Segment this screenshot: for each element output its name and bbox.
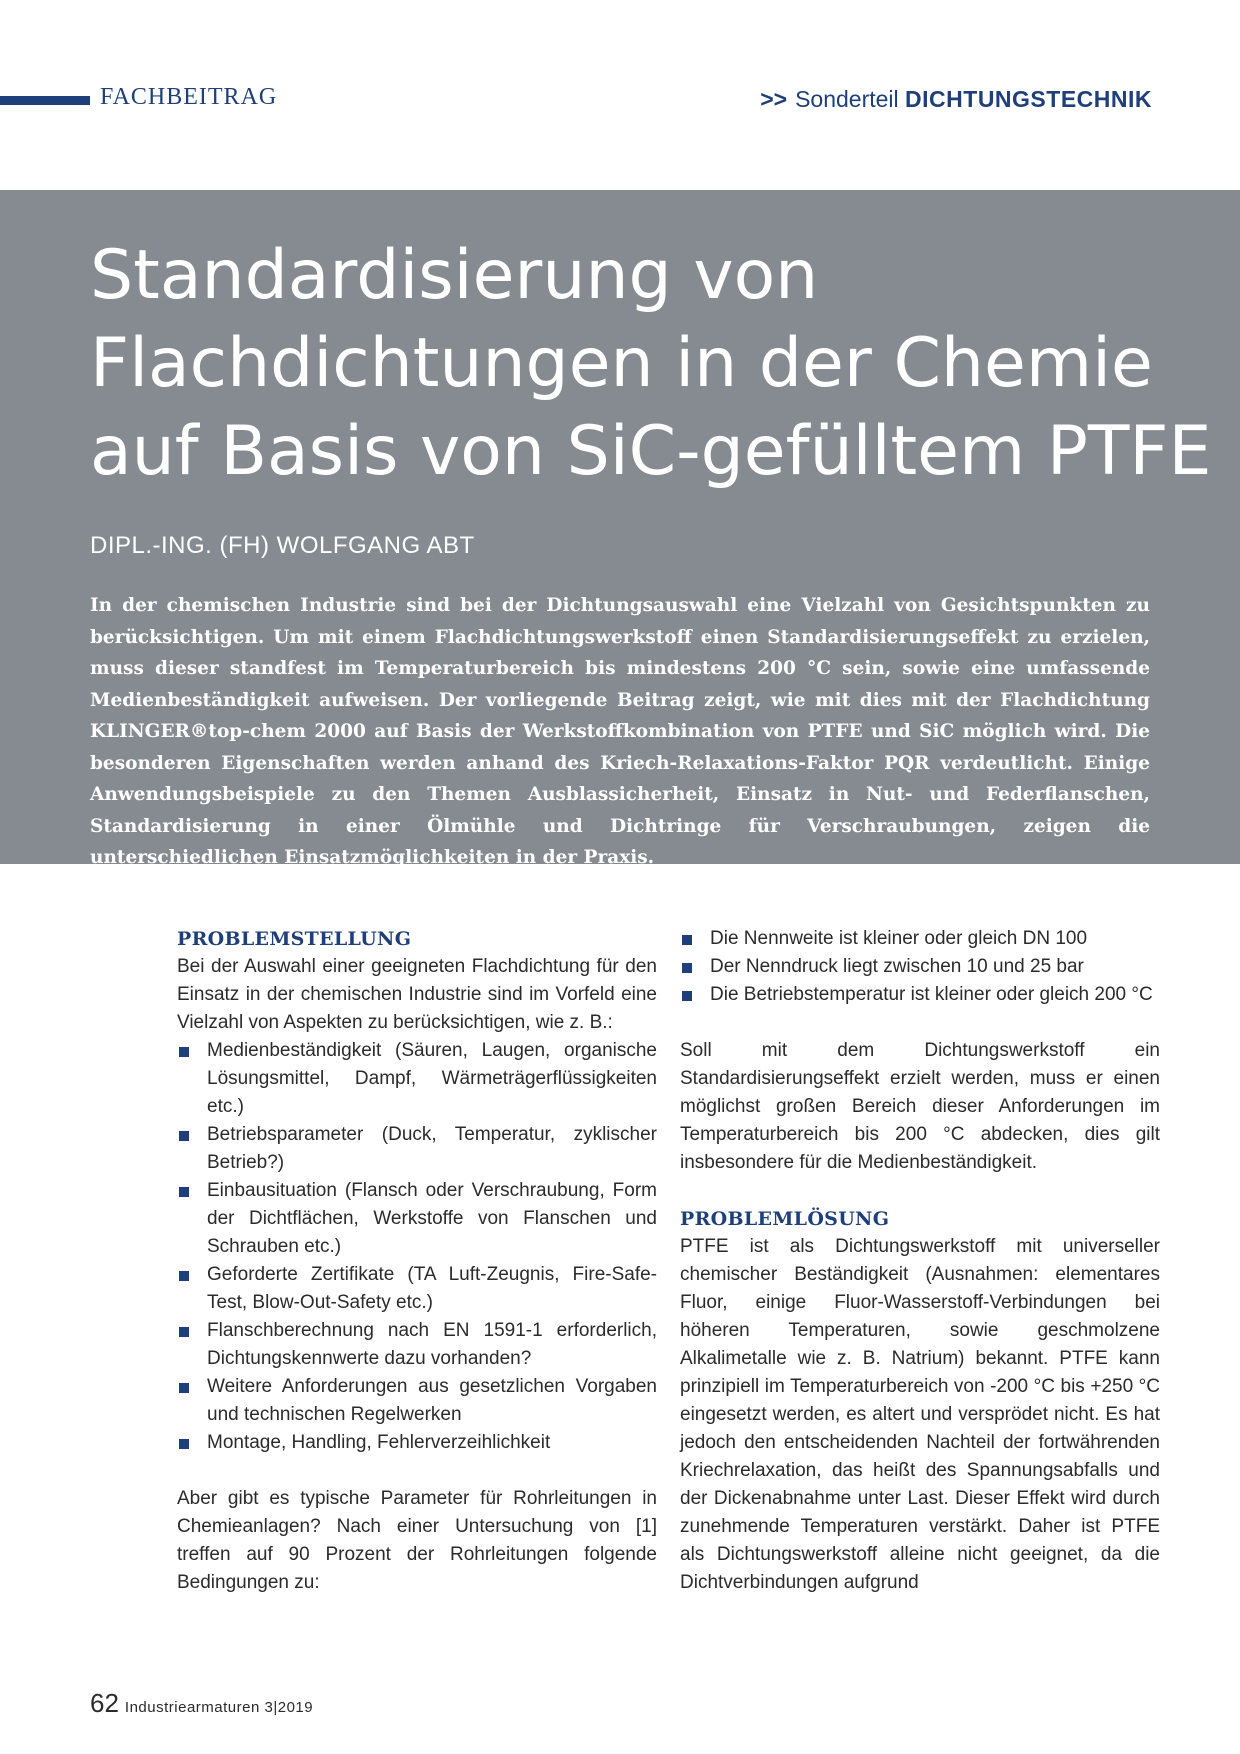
author: DIPL.-ING. (FH) WOLFGANG ABT <box>90 532 475 559</box>
sonderteil-text: Sonderteil <box>795 86 899 112</box>
section-label: FACHBEITRAG <box>100 84 278 110</box>
list-item: Einbausituation (Flansch oder Verschraubung, Form der Dichtflächen, Werkstoffe von Flanschen und Schrauben etc.) <box>177 1177 657 1261</box>
page-footer <box>90 1688 313 1719</box>
left-column <box>177 925 657 1597</box>
title-line: Standardisierung von <box>90 236 819 315</box>
right-column <box>680 925 1160 1597</box>
list-item: Betriebsparameter (Duck, Temperatur, zyklischer Betrieb?) <box>177 1121 657 1177</box>
bullet-list <box>680 925 1160 1009</box>
paragraph: PTFE ist als Dichtungswerkstoff mit universeller chemischer Beständigkeit (Ausnahmen: elementares Fluor, einige Fluor-Wasserstoff-Verbindungen bei höheren Temperaturen, sowie geschmolzene Alkalimetalle wie z. B. Natrium) bekannt. PTFE kann prinzipiell im Temperaturbereich von -200 °C bis +250 °C eingesetzt werden, es altert und versprödet nicht. Es hat jedoch den entscheidenden Nachteil der fortwährenden Kriechrelaxation, das heißt des Spannungsabfalls und der Dickenabnahme unter Last. Dieser Effekt wird durch zunehmende Temperaturen verstärkt. Daher ist PTFE als Dichtungswerkstoff alleine nicht geeignet, da die Dichtverbindungen aufgrund <box>680 1236 1160 1593</box>
paragraph: Bei der Auswahl einer geeigneten Flachdichtung für den Einsatz in der chemischen Industrie sind im Vorfeld eine Vielzahl von Aspekten zu berücksichtigen, wie z. B.: <box>177 956 657 1033</box>
paragraph: Aber gibt es typische Parameter für Rohrleitungen in Chemieanlagen? Nach einer Untersuchung von [1] treffen auf 90 Prozent der Rohrleitungen folgende Bedingungen zu: <box>177 1488 657 1593</box>
title-line: Flachdichtungen in der Chemie <box>90 324 1153 403</box>
section-heading-problemloesung: PROBLEMLÖSUNG <box>680 1208 890 1230</box>
topic-text: DICHTUNGSTECHNIK <box>905 86 1152 112</box>
bullet-list <box>177 1037 657 1457</box>
arrows-icon: >> <box>760 86 788 112</box>
header-accent-bar <box>0 96 90 105</box>
list-item: Montage, Handling, Fehlerverzeihlichkeit <box>177 1429 657 1457</box>
section-heading-problemstellung: PROBLEMSTELLUNG <box>177 928 412 950</box>
list-item: Medienbeständigkeit (Säuren, Laugen, organische Lösungsmittel, Dampf, Wärmeträgerflüssigkeiten etc.) <box>177 1037 657 1121</box>
page-number: 62 <box>90 1688 119 1718</box>
abstract: In der chemischen Industrie sind bei der Dichtungsauswahl eine Vielzahl von Gesichtspunkten zu berücksichtigen. Um mit einem Flachdichtungswerkstoff einen Standardisierungseffekt zu erzielen, muss dieser standfest im Temperaturbereich bis mindestens 200 °C sein, sowie eine umfassende Medienbeständigkeit aufweisen. Der vorliegende Beitrag zeigt, wie mit dies mit der Flachdichtung KLINGER®top-chem 2000 auf Basis der Werkstoffkombination von PTFE und SiC möglich wird. Die besonderen Eigenschaften werden anhand des Kriech-Relaxations-Faktor PQR verdeutlicht. Einige Anwendungsbeispiele zu den Themen Ausblassicherheit, Einsatz in Nut- und Federflanschen, Standardisierung in einer Ölmühle und Dichtringe für Verschraubungen, zeigen die unterschiedlichen Einsatzmöglichkeiten in der Praxis. <box>90 595 1150 868</box>
list-item: Weitere Anforderungen aus gesetzlichen Vorgaben und technischen Regelwerken <box>177 1373 657 1429</box>
list-item: Flanschberechnung nach EN 1591-1 erforderlich, Dichtungskennwerte dazu vorhanden? <box>177 1317 657 1373</box>
list-item: Geforderte Zertifikate (TA Luft-Zeugnis, Fire-Safe-Test, Blow-Out-Safety etc.) <box>177 1261 657 1317</box>
paragraph: Soll mit dem Dichtungswerkstoff ein Standardisierungseffekt erzielt werden, muss er einen möglichst großen Bereich dieser Anforderungen im Temperaturbereich bis 200 °C abdecken, dies gilt insbesondere für die Medienbeständigkeit. <box>680 1040 1160 1173</box>
list-item: Die Betriebstemperatur ist kleiner oder gleich 200 °C <box>680 981 1160 1009</box>
article-title <box>90 232 1212 496</box>
supplement-label <box>760 86 1152 113</box>
publication-name: Industriearmaturen 3|2019 <box>124 1699 314 1716</box>
list-item: Die Nennweite ist kleiner oder gleich DN 100 <box>680 925 1160 953</box>
list-item: Der Nenndruck liegt zwischen 10 und 25 bar <box>680 953 1160 981</box>
title-line: auf Basis von SiC-gefülltem PTFE <box>90 412 1212 491</box>
